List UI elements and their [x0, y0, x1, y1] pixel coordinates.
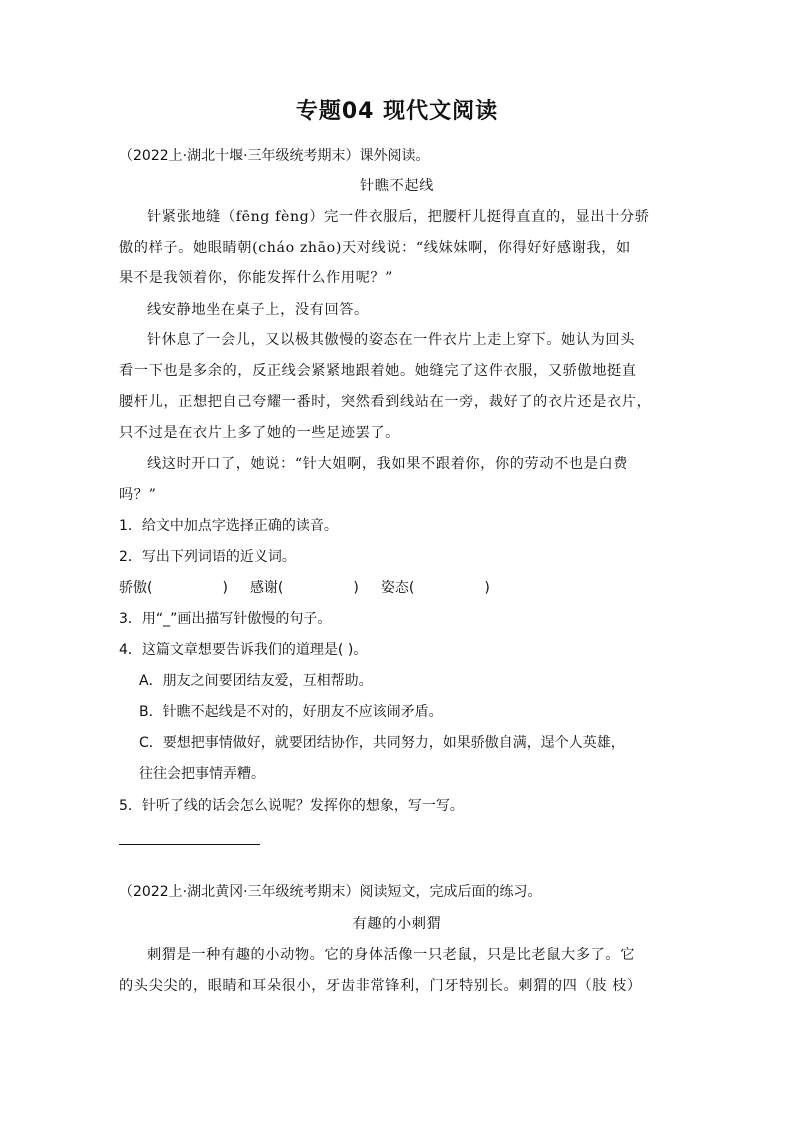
passage1-p1-line2: 傲的样子。她眼睛朝(cháo zhāo)天对线说：“线妹妹啊，你得好好感谢我，如: [119, 240, 631, 256]
word-1-label: 骄傲(: [119, 580, 153, 596]
passage1-p3-line4: 只不过是在衣片上多了她的一些足迹罢了。: [119, 425, 400, 441]
word-3-close: ): [484, 580, 490, 596]
word-2-close: ): [353, 580, 359, 596]
passage1-p1-line1: 针紧张地缝（fēng fèng）完一件衣服后，把腰杆儿挺得直直的，显出十分骄: [147, 209, 650, 225]
word-3-label: 姿态(: [380, 580, 415, 596]
question-4-option-b: B．针瞧不起线是不对的，好朋友不应该闹矛盾。: [139, 704, 443, 720]
question-2: 2．写出下列词语的近义词。: [119, 549, 296, 565]
question-4-option-c-line1: C．要想把事情做好，就要团结协作，共同努力，如果骄傲自满，逞个人英雄，: [139, 735, 625, 751]
word-2-label: 感谢(: [249, 580, 284, 596]
question-4-option-c-line2: 往往会把事情弄糟。: [139, 766, 265, 782]
passage1-p1-line3: 果不是我领着你，你能发挥什么作用呢？”: [119, 270, 394, 286]
word-1-close: ): [222, 580, 228, 596]
passage1-p4-line2: 吗？”: [119, 487, 157, 503]
passage2-story-title: 有趣的小刺猬: [352, 916, 442, 932]
question-3: 3．用“_”画出描写针傲慢的句子。: [119, 611, 332, 627]
answer-line: [119, 844, 260, 845]
page-title: 专题04 现代文阅读: [295, 99, 499, 124]
passage1-p2: 线安静地坐在桌子上，没有回答。: [147, 302, 369, 318]
passage1-source: （2022上·湖北十堰·三年级统考期末）课外阅读。: [119, 148, 430, 164]
passage1-p4-line1: 线这时开口了，她说：“针大姐啊，我如果不跟着你，你的劳动不也是白费: [147, 456, 629, 472]
passage1-p3-line3: 腰杆儿，正想把自己夸耀一番时，突然看到线站在一旁，裁好了的衣片还是衣片，: [119, 394, 652, 410]
passage1-p3-line1: 针休息了一会儿，又以极其傲慢的姿态在一件衣片上走上穿下。她认为回头: [147, 332, 635, 348]
question-2-words: [119, 578, 689, 598]
question-4-option-a: A．朋友之间要团结友爱，互相帮助。: [139, 673, 373, 689]
passage2-p1-line1: 刺猬是一种有趣的小动物。它的身体活像一只老鼠，只是比老鼠大多了。它: [147, 947, 635, 963]
passage2-p1-line2: 的头尖尖的，眼睛和耳朵很小，牙齿非常锋利，门牙特别长。刺猬的四（肢 枝）: [119, 978, 642, 994]
passage1-p3-line2: 看一下也是多余的，反正线会紧紧地跟着她。她缝完了这件衣服，又骄傲地挺直: [119, 363, 637, 379]
question-4: 4．这篇文章想要告诉我们的道理是( )。: [119, 642, 368, 658]
passage1-story-title: 针瞧不起线: [360, 178, 434, 194]
question-5: 5．针听了线的话会怎么说呢？发挥你的想象，写一写。: [119, 798, 464, 814]
passage2-source: （2022上·湖北黄冈·三年级统考期末）阅读短文，完成后面的练习。: [119, 884, 542, 900]
question-1: 1．给文中加点字选择正确的读音。: [119, 518, 338, 534]
